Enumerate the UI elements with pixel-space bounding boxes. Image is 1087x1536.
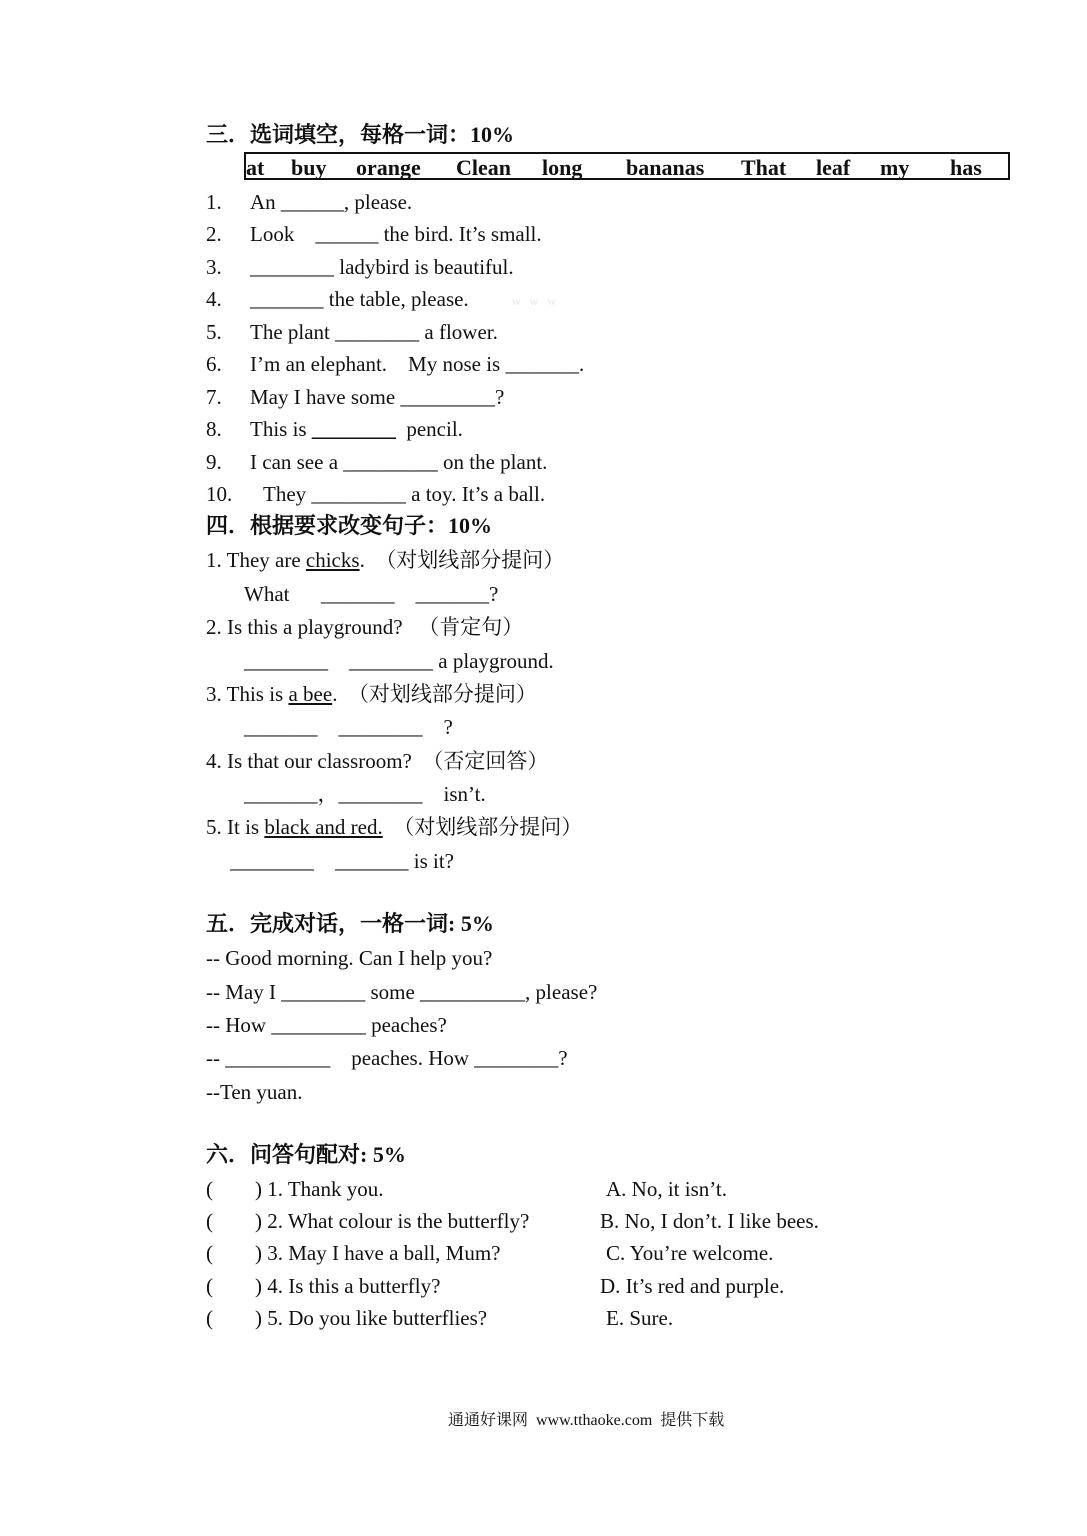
word-bank-item: has — [950, 155, 982, 180]
section-5-heading: 五．完成对话，一格一词: 5% — [206, 911, 494, 936]
match-question: ( ) 1. Thank you. — [206, 1177, 384, 1201]
match-question: ( ) 3. May I have a ball, Mum? — [206, 1241, 501, 1265]
fill-blank-item: May I have some _________? — [250, 385, 505, 409]
rewrite-question — [206, 814, 582, 840]
rewrite-question: 4. Is that our classroom? （否定回答） — [206, 749, 549, 773]
item-number: 10. — [206, 482, 233, 506]
answer-line: ________ ________ a playground. — [244, 649, 554, 673]
match-answer: B. No, I don’t. I like bees. — [600, 1209, 819, 1233]
word-bank-item: bananas — [626, 155, 705, 180]
item-number: 1. — [206, 190, 222, 214]
rewrite-question — [206, 547, 564, 573]
word-bank-item: long — [542, 155, 583, 180]
section-4-heading: 四．根据要求改变句子：10% — [206, 513, 493, 538]
faint-watermark: w w w — [512, 294, 556, 308]
rewrite-question — [206, 681, 537, 707]
item-number: 9. — [206, 450, 222, 474]
word-bank-item: That — [741, 155, 787, 180]
fill-blank-item: An ______, please. — [250, 190, 413, 214]
item-number: 7. — [206, 385, 222, 409]
word-bank-item: Clean — [456, 155, 511, 180]
dialogue-line: -- Good morning. Can I help you? — [206, 946, 493, 970]
section-3-heading: 三．选词填空，每格一词：10% — [206, 122, 515, 147]
item-number: 3. — [206, 255, 222, 279]
match-answer: D. It’s red and purple. — [600, 1274, 785, 1298]
fill-blank-item: I can see a _________ on the plant. — [250, 450, 548, 474]
question-text: . （对划线部分提问） — [359, 548, 565, 572]
match-answer: A. No, it isn’t. — [606, 1177, 727, 1201]
item-number: 6. — [206, 352, 222, 376]
bold-blank: ________ — [311, 417, 396, 441]
dialogue-line: -- May I ________ some __________, please? — [206, 980, 598, 1004]
match-answer: C. You’re welcome. — [606, 1241, 774, 1265]
word-bank-item: my — [880, 155, 910, 180]
answer-line: What _______ _______? — [244, 582, 499, 606]
fill-blank-item: Look ______ the bird. It’s small. — [250, 222, 542, 246]
match-question: ( ) 4. Is this a butterfly? — [206, 1274, 441, 1298]
item-number: 2. — [206, 222, 222, 246]
question-text: 3. This is — [206, 682, 289, 706]
item-text: pencil. — [395, 417, 463, 441]
underlined-part: a bee — [288, 682, 333, 706]
item-number: 4. — [206, 287, 222, 311]
answer-line: _______，________ isn’t. — [244, 782, 486, 806]
rewrite-question: 2. Is this a playground? （肯定句） — [206, 615, 524, 639]
dialogue-line: --Ten yuan. — [206, 1080, 303, 1104]
fill-blank-item: _______ the table, please. — [250, 287, 469, 311]
answer-line: ________ _______ is it? — [230, 849, 454, 873]
fill-blank-item — [250, 416, 463, 442]
match-question: ( ) 5. Do you like butterflies? — [206, 1306, 488, 1330]
question-text: （对划线部分提问） — [382, 815, 583, 839]
dialogue-line: -- How _________ peaches? — [206, 1013, 447, 1037]
fill-blank-item: The plant ________ a flower. — [250, 320, 498, 344]
word-bank-item: buy — [291, 155, 327, 180]
fill-blank-item: They _________ a toy. It’s a ball. — [263, 482, 546, 506]
fill-blank-item: I’m an elephant. My nose is _______. — [250, 352, 585, 376]
question-text: 5. It is — [206, 815, 265, 839]
item-number: 8. — [206, 417, 222, 441]
question-text: 1. They are — [206, 548, 306, 572]
word-bank-item: at — [246, 155, 265, 180]
match-answer: E. Sure. — [606, 1306, 674, 1330]
question-text: . （对划线部分提问） — [332, 682, 537, 706]
underlined-part: chicks — [305, 548, 360, 572]
dialogue-line: -- __________ peaches. How ________? — [206, 1046, 568, 1070]
word-bank-item: leaf — [816, 155, 851, 180]
answer-line: _______ ________ ? — [244, 715, 453, 739]
page-footer: 通通好课网 www.tthaoke.com 提供下载 — [448, 1412, 725, 1429]
section-6-heading: 六．问答句配对: 5% — [206, 1142, 406, 1167]
fill-blank-item: ________ ladybird is beautiful. — [250, 255, 514, 279]
underlined-part: black and red. — [264, 815, 383, 839]
word-bank-item: orange — [356, 155, 421, 180]
item-number: 5. — [206, 320, 222, 344]
match-question: ( ) 2. What colour is the butterfly? — [206, 1209, 530, 1233]
item-text: This is — [250, 417, 312, 441]
